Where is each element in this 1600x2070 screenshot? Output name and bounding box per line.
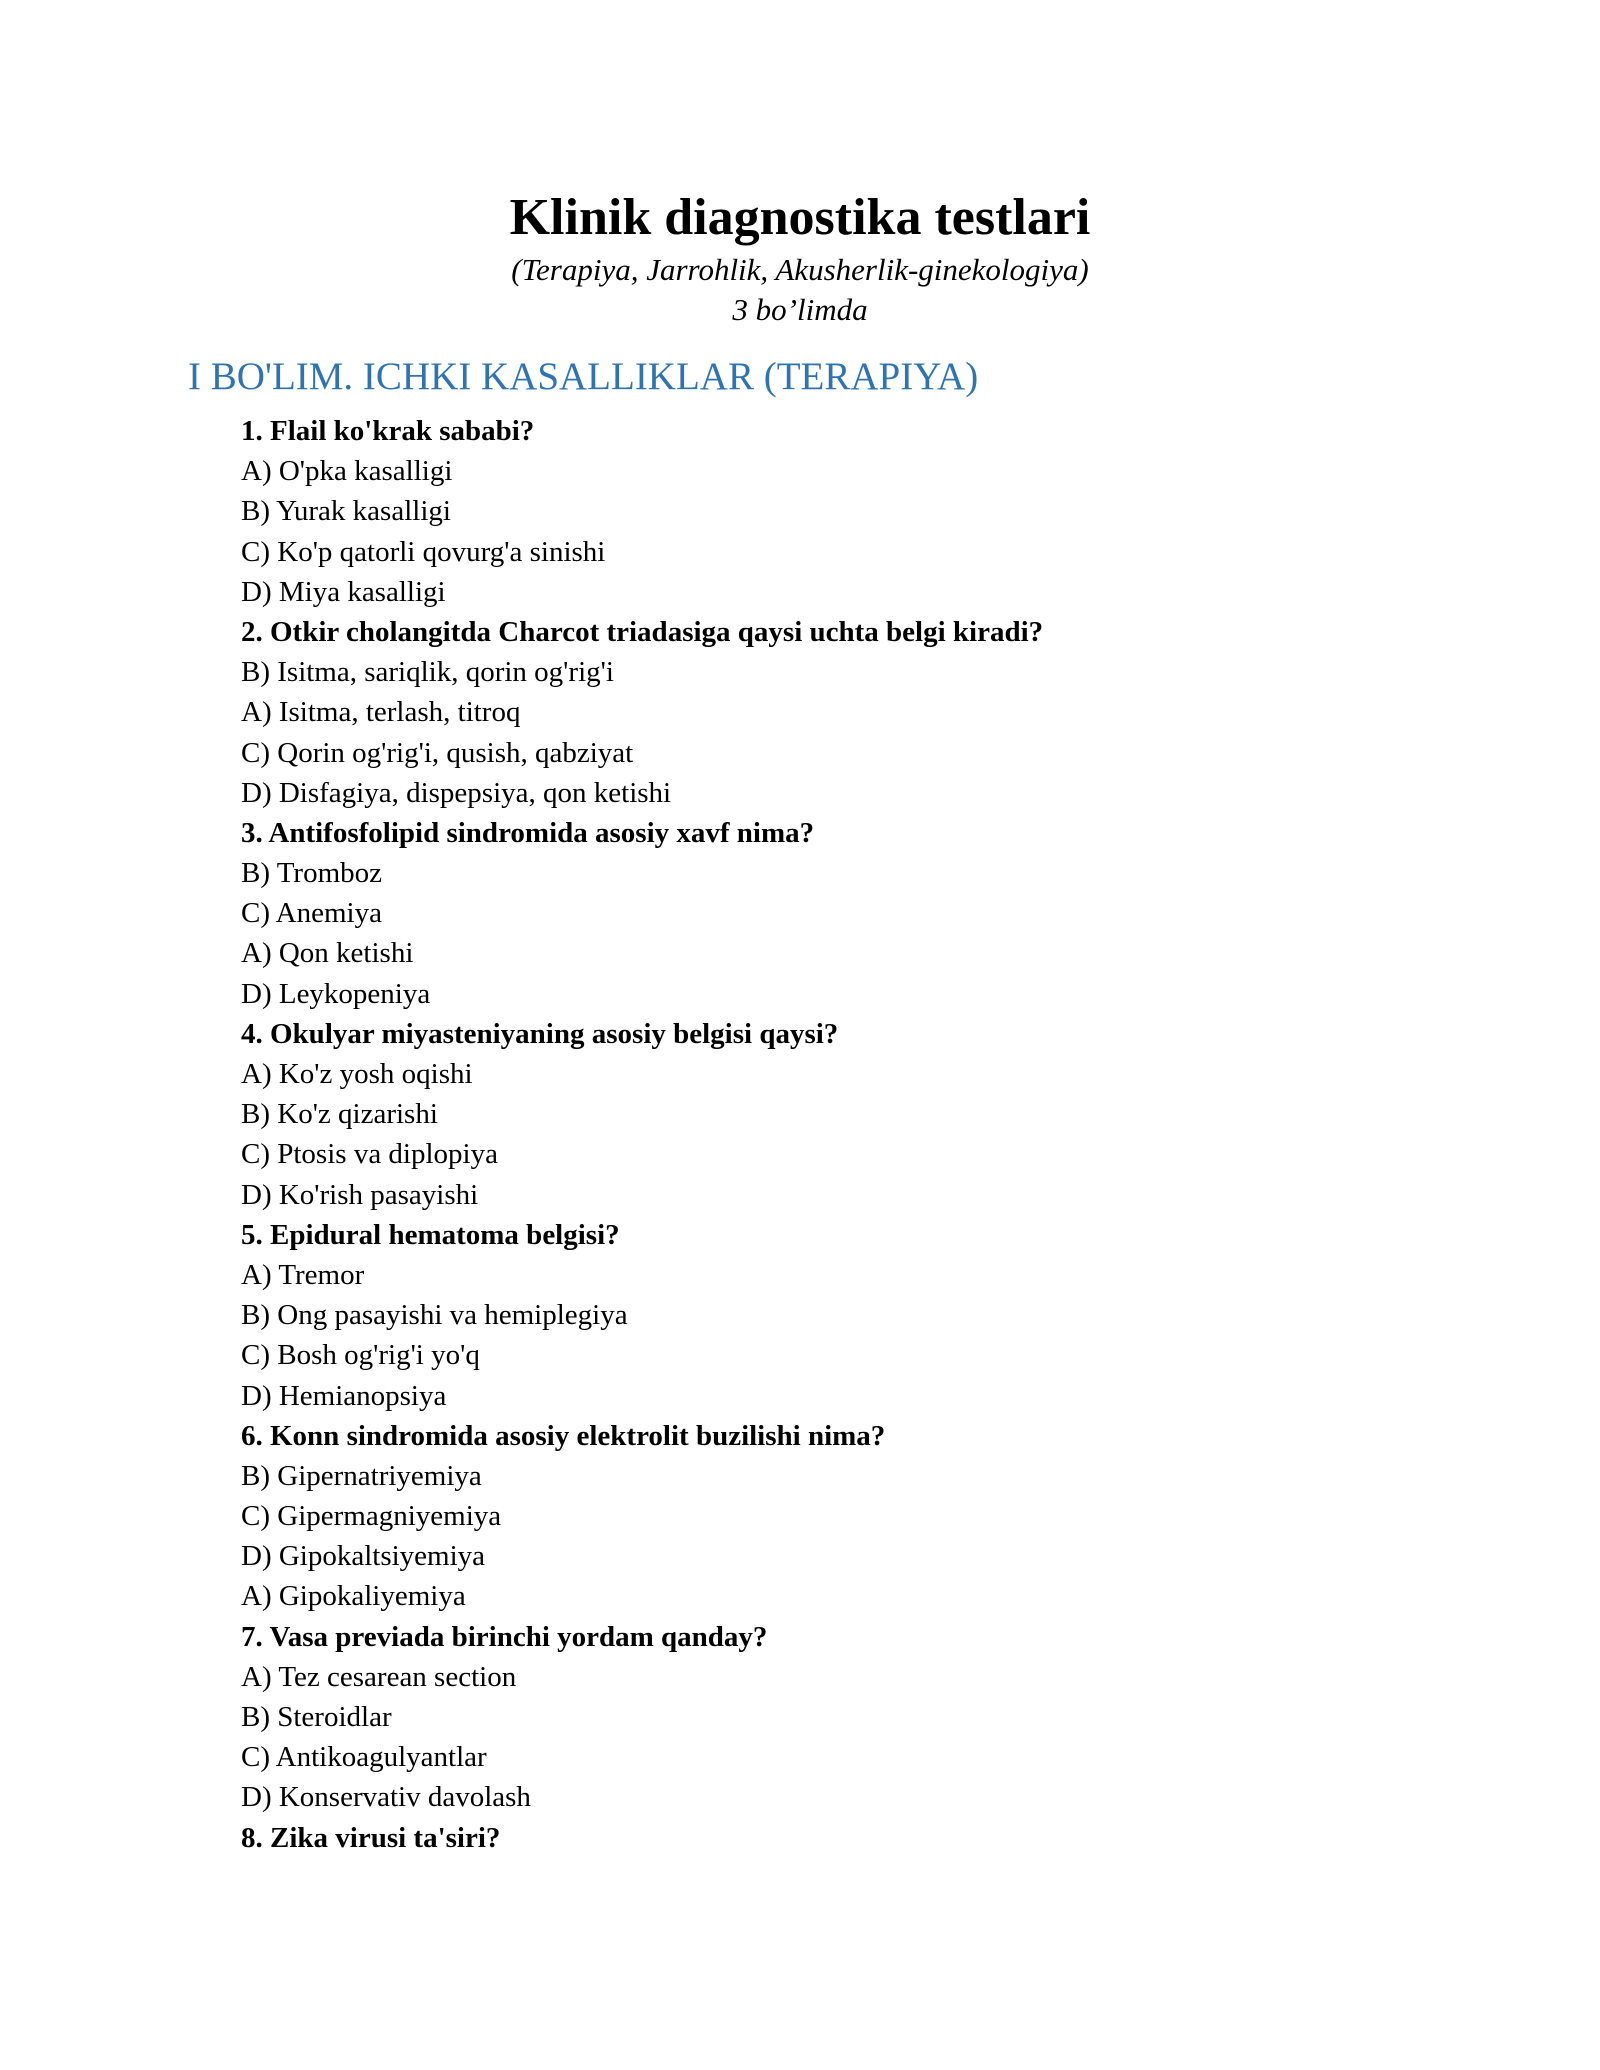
- answer-option: C) Antikoagulyantlar: [241, 1741, 487, 1774]
- document-title: Klinik diagnostika testlari: [509, 189, 1091, 246]
- answer-option: A) Tremor: [241, 1258, 365, 1291]
- title-block: [0, 186, 1600, 330]
- question-text: 3. Antifosfolipid sindromida asosiy xavf nima?: [241, 816, 815, 849]
- answer-option: D) Leykopeniya: [241, 977, 431, 1010]
- section-heading: I BO'LIM. ICHKI KASALLIKLAR (TERAPIYA): [188, 355, 979, 398]
- answer-option: C) Ko'p qatorli qovurg'a sinishi: [241, 535, 606, 568]
- answer-option: C) Bosh og'rig'i yo'q: [241, 1339, 480, 1372]
- answer-option: A) Isitma, terlash, titroq: [241, 696, 521, 729]
- answer-option: D) Gipokaltsiyemiya: [241, 1540, 486, 1573]
- answer-option: D) Disfagiya, dispepsiya, qon ketishi: [241, 776, 672, 809]
- document-subtitle: (Terapiya, Jarrohlik, Akusherlik-ginekologiya): [511, 252, 1089, 287]
- question-text: 4. Okulyar miyasteniyaning asosiy belgisi qaysi?: [241, 1017, 839, 1050]
- answer-option: A) O'pka kasalligi: [241, 455, 453, 488]
- question-text: 7. Vasa previada birinchi yordam qanday?: [241, 1620, 768, 1653]
- question-text: 2. Otkir cholangitda Charcot triadasiga qaysi uchta belgi kiradi?: [241, 615, 1044, 648]
- answer-option: B) Gipernatriyemiya: [241, 1459, 482, 1492]
- answer-option: A) Tez cesarean section: [241, 1660, 517, 1693]
- answer-option: B) Steroidlar: [241, 1701, 392, 1733]
- answer-option: C) Qorin og'rig'i, qusish, qabziyat: [241, 736, 634, 769]
- question-list: [241, 411, 1441, 1858]
- parts-note: 3 bo’limda: [732, 292, 868, 327]
- answer-option: B) Tromboz: [241, 857, 383, 890]
- answer-option: C) Gipermagniyemiya: [241, 1500, 502, 1533]
- answer-option: A) Qon ketishi: [241, 937, 414, 970]
- answer-option: D) Hemianopsiya: [241, 1379, 447, 1412]
- answer-option: C) Anemiya: [241, 897, 382, 930]
- question-text: 1. Flail ko'krak sababi?: [241, 415, 535, 447]
- answer-option: C) Ptosis va diplopiya: [241, 1138, 498, 1171]
- question-text: 5. Epidural hematoma belgisi?: [241, 1218, 620, 1251]
- answer-option: D) Ko'rish pasayishi: [241, 1178, 479, 1211]
- answer-option: D) Konservativ davolash: [241, 1781, 531, 1814]
- question-text: 8. Zika virusi ta'siri?: [241, 1821, 501, 1854]
- answer-option: A) Gipokaliyemiya: [241, 1580, 466, 1613]
- answer-option: B) Ong pasayishi va hemiplegiya: [241, 1299, 628, 1332]
- answer-option: D) Miya kasalligi: [241, 575, 446, 608]
- answer-option: B) Yurak kasalligi: [241, 495, 451, 528]
- answer-option: A) Ko'z yosh oqishi: [241, 1058, 473, 1090]
- answer-option: B) Ko'z qizarishi: [241, 1098, 438, 1131]
- question-text: 6. Konn sindromida asosiy elektrolit buzilishi nima?: [241, 1419, 886, 1452]
- answer-option: B) Isitma, sariqlik, qorin og'rig'i: [241, 656, 614, 689]
